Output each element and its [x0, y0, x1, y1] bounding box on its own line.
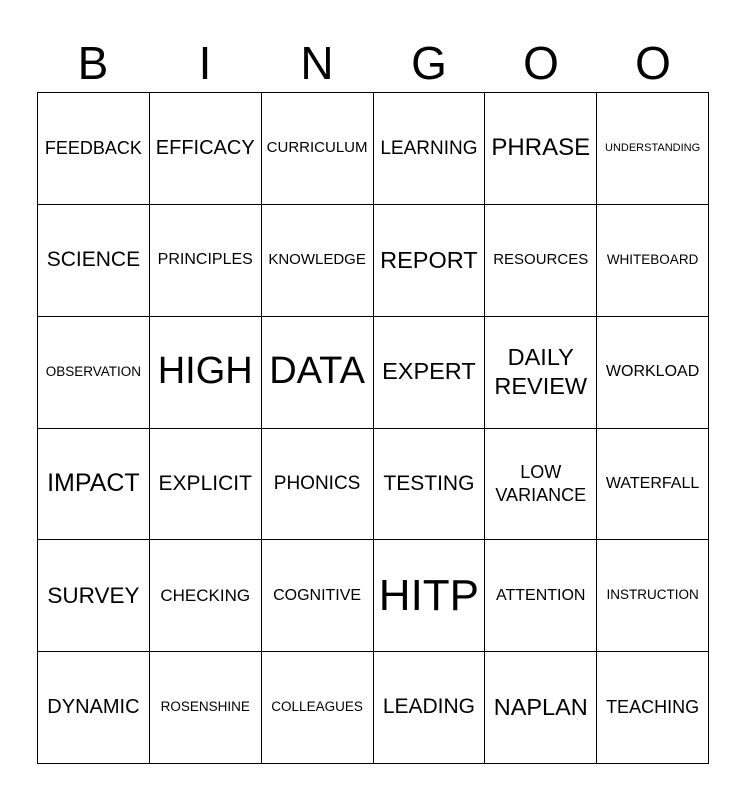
cell-label: ROSENSHINE [160, 699, 250, 715]
bingo-cell[interactable] [485, 317, 597, 429]
cell-label: PRINCIPLES [157, 251, 253, 269]
cell-label: FEEDBACK [44, 138, 142, 159]
bingo-cell[interactable] [38, 317, 150, 429]
cell-label: WATERFALL [605, 474, 700, 492]
header-letter-o: O [523, 37, 559, 89]
cell-label: WORKLOAD [605, 363, 700, 381]
cell-label: DATA [269, 350, 365, 393]
bingo-cell[interactable] [374, 93, 486, 205]
cell-label: WHITEBOARD [606, 251, 699, 267]
bingo-cell[interactable] [262, 652, 374, 764]
cell-label: HIGH [157, 350, 253, 393]
bingo-cell[interactable] [597, 93, 709, 205]
bingo-cell[interactable] [374, 540, 486, 652]
cell-label: CHECKING [160, 586, 251, 606]
bingo-cell[interactable] [374, 429, 486, 541]
bingo-cell[interactable] [597, 540, 709, 652]
bingo-cell[interactable] [597, 652, 709, 764]
header-letter-g: G [411, 37, 447, 89]
cell-label: INSTRUCTION [606, 587, 699, 603]
cell-label: LOW VARIANCE [495, 462, 587, 505]
cell-label: OBSERVATION [45, 363, 142, 379]
cell-label: CURRICULUM [266, 139, 368, 157]
bingo-cell[interactable] [485, 93, 597, 205]
cell-label: PHRASE [491, 134, 591, 162]
bingo-cell[interactable] [150, 317, 262, 429]
cell-label: COLLEAGUES [271, 699, 363, 715]
cell-label: HITP [378, 571, 480, 621]
cell-label: KNOWLEDGE [268, 250, 366, 268]
cell-label: UNDERSTANDING [605, 141, 701, 154]
bingo-cell[interactable] [38, 652, 150, 764]
bingo-cell[interactable] [597, 205, 709, 317]
header-letter-o-second: O [635, 37, 671, 89]
cell-label: SCIENCE [46, 248, 141, 272]
bingo-cell[interactable] [150, 652, 262, 764]
bingo-cell[interactable] [485, 429, 597, 541]
bingo-cell[interactable] [262, 93, 374, 205]
bingo-cell[interactable] [374, 317, 486, 429]
bingo-cell[interactable] [38, 429, 150, 541]
cell-label: COGNITIVE [273, 586, 362, 604]
bingo-cell[interactable] [262, 429, 374, 541]
cell-label: LEARNING [380, 137, 478, 159]
bingo-cell[interactable] [597, 429, 709, 541]
bingo-cell[interactable] [38, 540, 150, 652]
cell-label: PHONICS [273, 473, 361, 495]
cell-label: IMPACT [47, 469, 140, 498]
bingo-cell[interactable] [150, 429, 262, 541]
bingo-cell[interactable] [597, 317, 709, 429]
header-letter-n: N [300, 37, 334, 89]
bingo-cell[interactable] [38, 93, 150, 205]
cell-label: EXPLICIT [158, 471, 252, 495]
bingo-cell[interactable] [485, 205, 597, 317]
bingo-cell[interactable] [485, 540, 597, 652]
cell-label: NAPLAN [493, 693, 588, 720]
bingo-cell[interactable] [38, 205, 150, 317]
bingo-cell[interactable] [150, 93, 262, 205]
bingo-cell[interactable] [485, 652, 597, 764]
bingo-cell[interactable] [262, 540, 374, 652]
bingo-cell[interactable] [374, 652, 486, 764]
bingo-cell[interactable] [150, 205, 262, 317]
cell-label: DAILY REVIEW [494, 343, 588, 400]
cell-label: REPORT [380, 246, 478, 273]
cell-label: RESOURCES [493, 250, 589, 268]
cell-label: TEACHING [606, 697, 700, 718]
bingo-card-grid [37, 92, 709, 764]
header-letter-i: I [198, 37, 212, 89]
cell-label: TESTING [383, 471, 475, 495]
cell-label: EXPERT [382, 358, 476, 385]
cell-label: DYNAMIC [47, 696, 140, 719]
cell-label: SURVEY [47, 582, 140, 608]
bingo-cell[interactable] [150, 540, 262, 652]
bingo-cell[interactable] [262, 205, 374, 317]
header-letter-b: B [77, 37, 109, 89]
bingo-cell[interactable] [374, 205, 486, 317]
cell-label: EFFICACY [155, 136, 255, 159]
bingo-cell[interactable] [262, 317, 374, 429]
cell-label: ATTENTION [496, 586, 586, 604]
bingo-header [37, 34, 709, 92]
cell-label: LEADING [382, 695, 476, 719]
